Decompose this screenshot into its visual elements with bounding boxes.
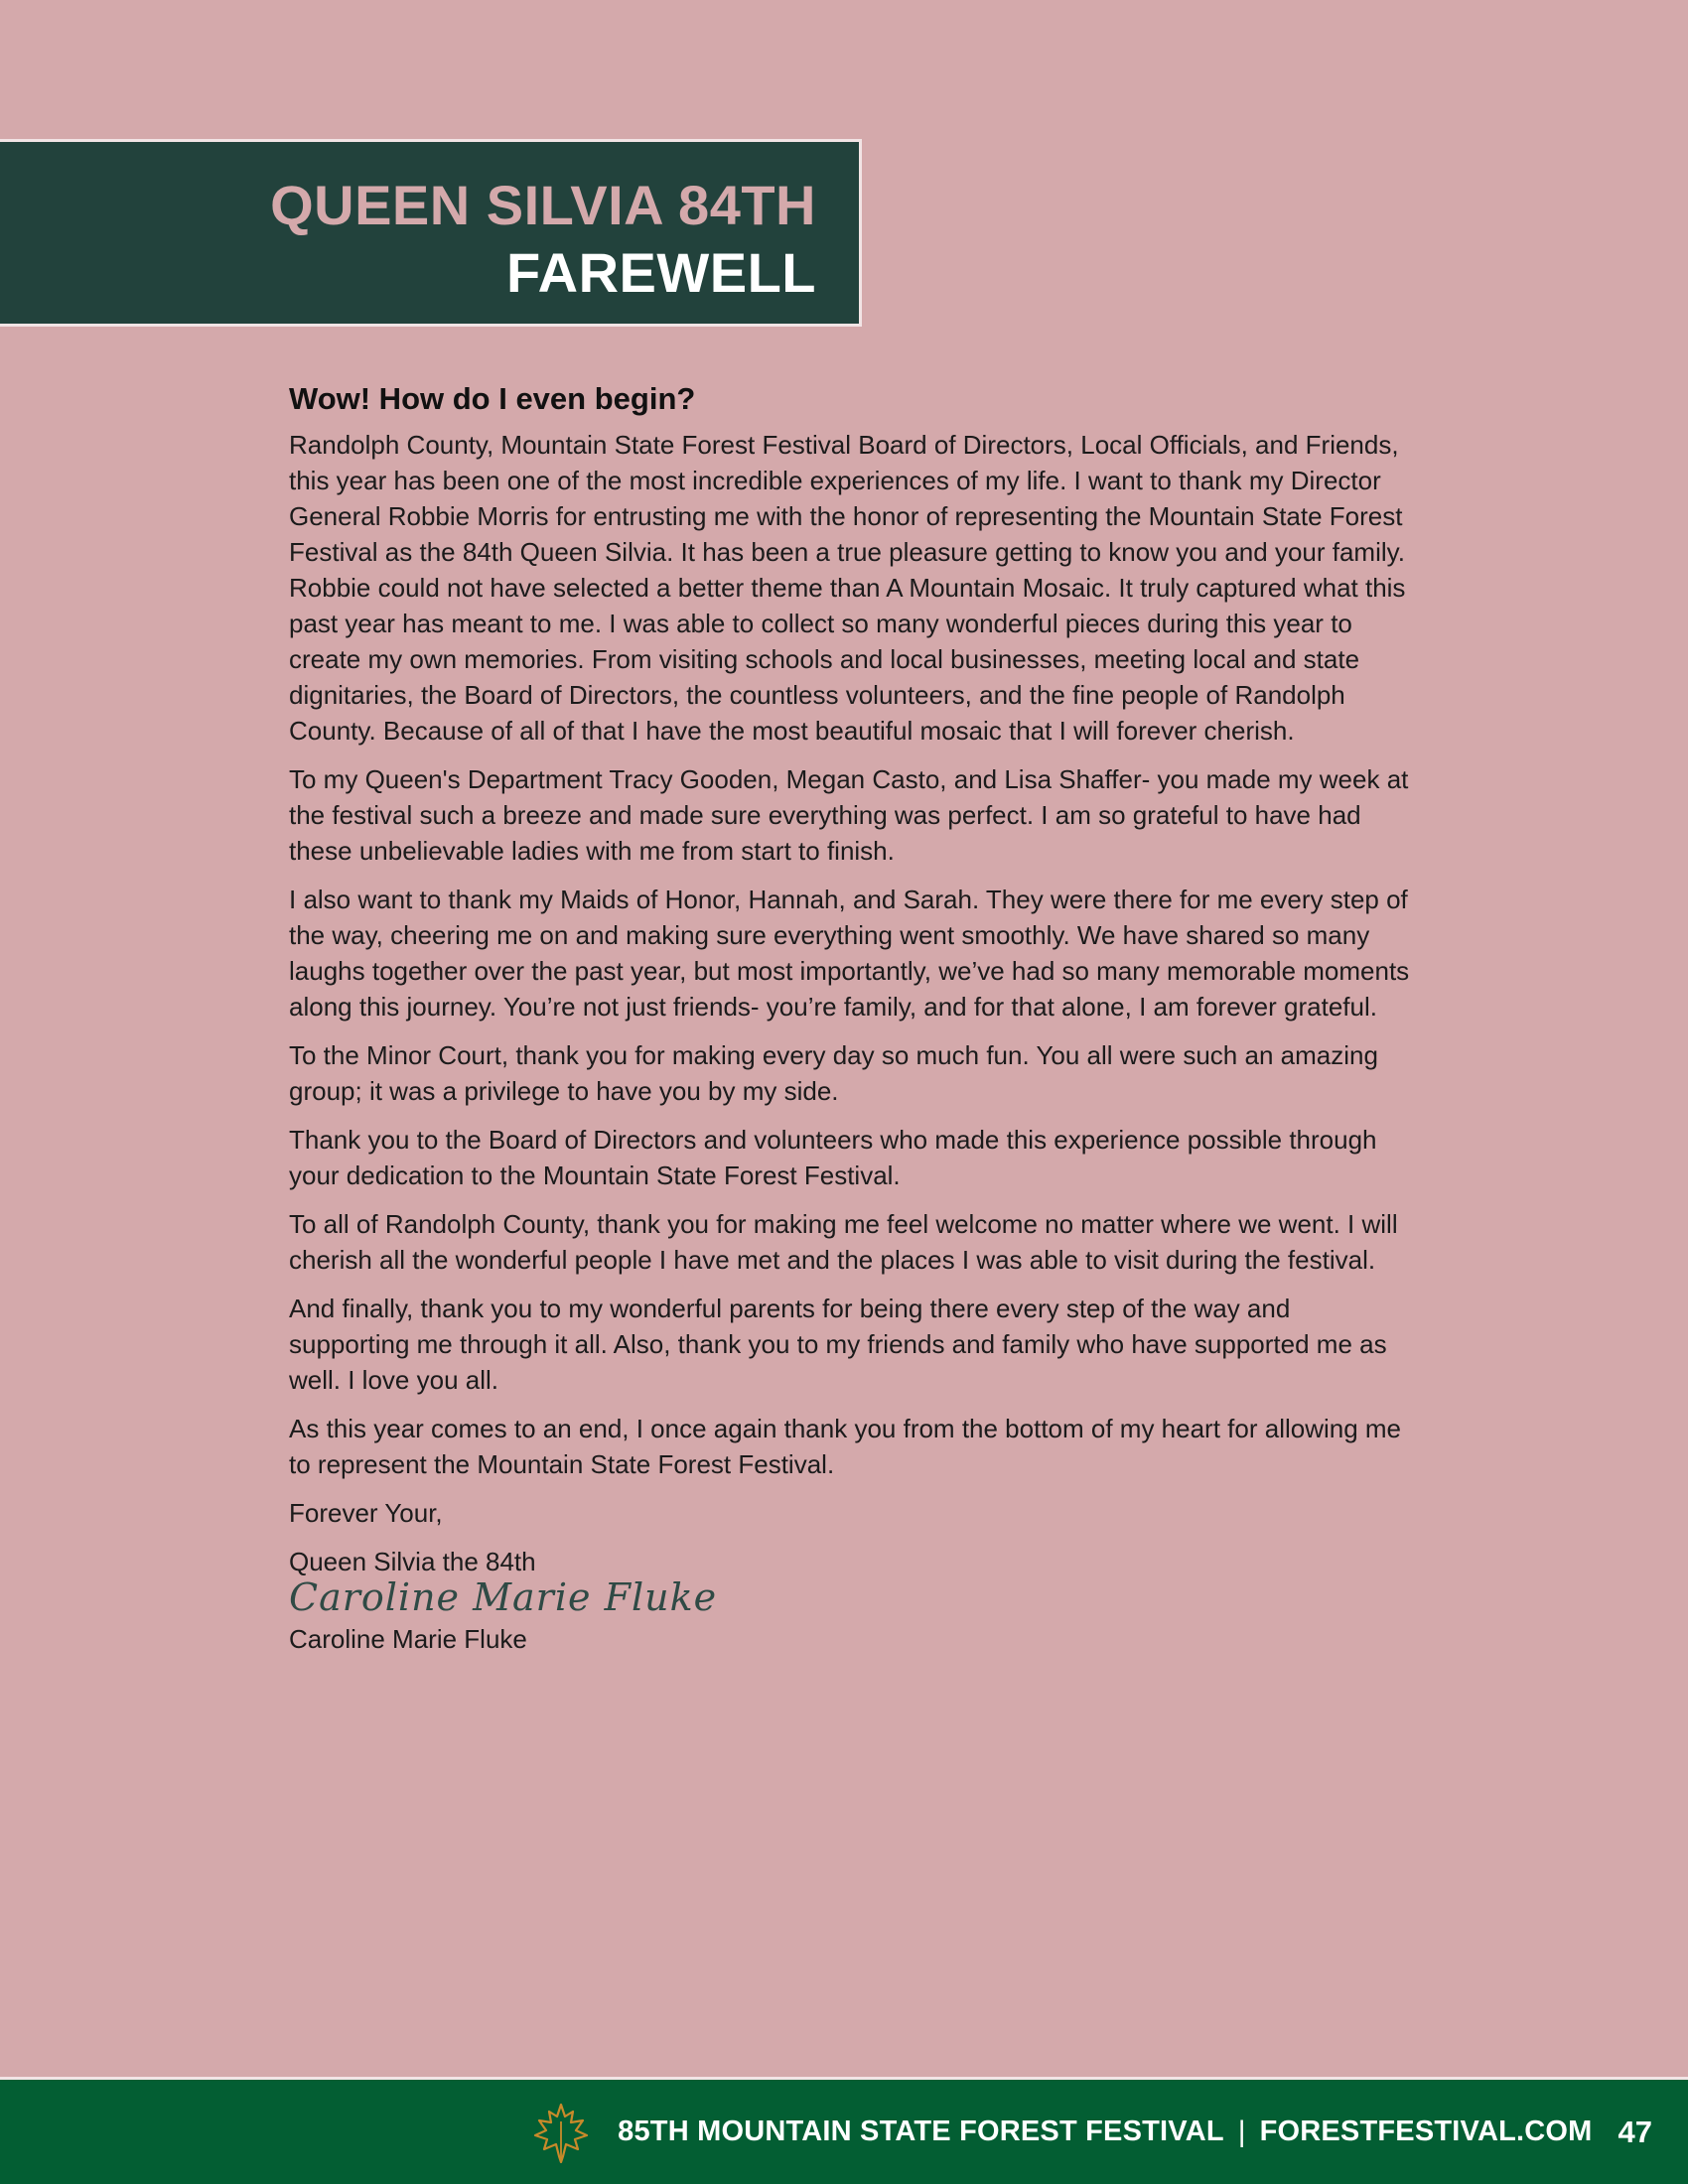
- footer-website: FORESTFESTIVAL.COM: [1259, 2116, 1593, 2147]
- letter-paragraph: I also want to thank my Maids of Honor, Hannah, and Sarah. They were there for me every step of the way, cheering me on and making sure everything went smoothly. We have shared so many laughs together over the past year, but most importantly, we’ve had so many memorable moments along this journey. You’re not just friends- you’re family, and for that alone, I am forever grateful.: [289, 885, 1410, 1022]
- footer-separator: |: [1237, 2115, 1246, 2148]
- letter-signer-title: Queen Silvia the 84th: [289, 1547, 536, 1576]
- letter-paragraph: To all of Randolph County, thank you for making me feel welcome no matter where we went. I will cherish all the wonderful people I have met and the places I was able to visit during the festival.: [289, 1209, 1398, 1275]
- title-line-2: FAREWELL: [506, 241, 816, 304]
- handwritten-signature: Caroline Marie Fluke: [289, 1575, 718, 1619]
- maple-leaf-icon: [530, 2102, 592, 2163]
- letter-printed-name: Caroline Marie Fluke: [289, 1624, 527, 1654]
- page-footer: [0, 2077, 1688, 2184]
- letter-closing: Forever Your,: [289, 1498, 443, 1528]
- title-banner: [0, 139, 862, 327]
- footer-content: [530, 2080, 1652, 2184]
- letter-paragraph: To the Minor Court, thank you for making every day so much fun. You all were such an amazing group; it was a privilege to have you by my side.: [289, 1040, 1378, 1106]
- farewell-letter: [289, 379, 1416, 1670]
- title-line-1: QUEEN SILVIA 84TH: [270, 174, 816, 236]
- footer-event-name: 85TH MOUNTAIN STATE FOREST FESTIVAL: [618, 2116, 1224, 2147]
- letter-paragraph: Randolph County, Mountain State Forest Festival Board of Directors, Local Officials, and Friends, this year has been one of the most incredible experiences of my life. I want to thank my Director General Robbie Morris for entrusting me with the honor of representing the Mountain State Forest Festival as the 84th Queen Silvia. It has been a true pleasure getting to know you and your family. Robbie could not have selected a better theme than A Mountain Mosaic. It truly captured what this past year has meant to me. I was able to collect so many wonderful pieces during this year to create my own memories. From visiting schools and local businesses, meeting local and state dignitaries, the Board of Directors, the countless volunteers, and the fine people of Randolph County. Because of all of that I have the most beautiful mosaic that I will forever cherish.: [289, 430, 1406, 746]
- letter-paragraph: To my Queen's Department Tracy Gooden, Megan Casto, and Lisa Shaffer- you made my week at the festival such a breeze and made sure everything was perfect. I am so grateful to have had these unbelievable ladies with me from start to finish.: [289, 764, 1409, 866]
- letter-paragraph: As this year comes to an end, I once again thank you from the bottom of my heart for allowing me to represent the Mountain State Forest Festival.: [289, 1414, 1402, 1479]
- letter-opening: Wow! How do I even begin?: [289, 381, 696, 416]
- page-number: 47: [1618, 2114, 1652, 2149]
- letter-paragraph: And finally, thank you to my wonderful parents for being there every step of the way and supporting me through it all. Also, thank you to my friends and family who have supported me as well. I love you all.: [289, 1294, 1387, 1395]
- letter-paragraph: Thank you to the Board of Directors and volunteers who made this experience possible through your dedication to the Mountain State Forest Festival.: [289, 1125, 1377, 1190]
